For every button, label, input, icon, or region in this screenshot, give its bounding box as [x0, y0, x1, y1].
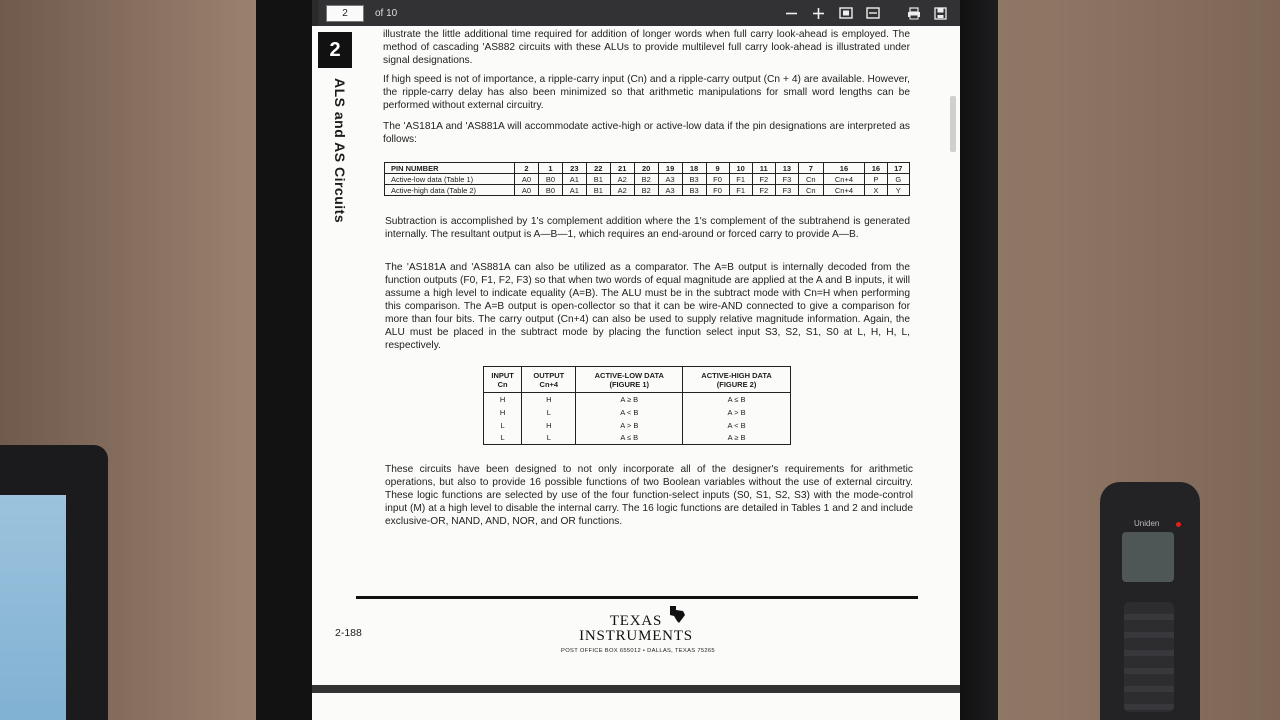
pin-table-cell: Cn+4 — [823, 174, 865, 185]
footer-rule — [356, 596, 918, 599]
pin-table-cell: A2 — [610, 185, 634, 196]
comparator-cell: A ≥ B — [683, 432, 791, 445]
texas-state-icon — [668, 604, 686, 624]
paragraph-logic-functions: These circuits have been designed to not only incorporate all of the designer's requirements for arithmetic operations, but also to provide 16 possible functions of two Boolean variables without the use of external circuitry. These logic functions are selected by use of the four function-select inputs (S0, S1, S2, S3) with the mode-control input (M) at a high level to disable the internal carry. The 16 logic functions are detailed in Tables 1 and 2 and include exclusive-OR, NAND, AND, NOR, and OR functions. — [385, 464, 913, 527]
pin-table-header-row — [385, 163, 910, 174]
pin-table-cell: B2 — [634, 185, 658, 196]
pin-table-cell: B1 — [586, 185, 610, 196]
pin-table-header-cell: 16 — [865, 163, 887, 174]
pin-table-cell: F1 — [729, 174, 752, 185]
comparator-cell: H — [522, 393, 576, 406]
pin-table-cell: B3 — [682, 174, 706, 185]
comparator-cell: L — [484, 432, 522, 445]
comparator-header-cell: OUTPUT Cn+4 — [522, 367, 576, 393]
paragraph-active-data: The 'AS181A and 'AS881A will accommodate active-high or active-low data if the pin designations are interpreted as follows: — [383, 121, 910, 145]
fit-width-button[interactable] — [859, 2, 886, 24]
laptop — [0, 445, 108, 720]
page-number-input[interactable]: 2 — [326, 5, 364, 22]
comparator-row — [484, 393, 791, 406]
comparator-header-cell: ACTIVE-HIGH DATA (FIGURE 2) — [683, 367, 791, 393]
pin-table-cell: Cn — [798, 174, 823, 185]
zoom-out-button[interactable] — [778, 2, 805, 24]
pin-table-cell: B1 — [586, 174, 610, 185]
section-side-title: ALS and AS Circuits — [332, 78, 348, 224]
pin-table-header-cell: 2 — [515, 163, 539, 174]
pin-table-header-cell: PIN NUMBER — [385, 163, 515, 174]
comparator-table — [483, 366, 791, 445]
printer-icon — [907, 7, 921, 20]
phone-brand: Uniden — [1134, 519, 1160, 528]
pin-table-header-cell: 9 — [706, 163, 729, 174]
pin-table-header-cell: 18 — [682, 163, 706, 174]
paragraph-carry-lookahead: illustrate the little additional time required for addition of longer words when full carry look-ahead is employed. The method of cascading 'AS882 circuits with these ALUs to provide multilevel full carry look-ahead is illustrated under signal designations. — [383, 29, 910, 66]
document-page — [312, 26, 960, 686]
phone-keypad — [1124, 602, 1174, 712]
paragraph-subtraction: Subtraction is accomplished by 1's complement addition where the 1's complement of the subtrahend is generated internally. The resultant output is A—B—1, which requires an end-around or forced carry to provide A—B. — [385, 216, 910, 240]
paragraph-ripple-carry: If high speed is not of importance, a ripple-carry input (Cn) and a ripple-carry output (Cn + 4) are available. However, the ripple-carry delay has also been minimized so that arithmetic manipulations for small word lengths can be performed without external circuitry. — [383, 74, 910, 111]
print-button[interactable] — [900, 2, 927, 24]
pin-table-row — [385, 174, 910, 185]
page-count-label: of 10 — [375, 7, 398, 19]
pin-table-cell: B0 — [538, 174, 562, 185]
comparator-cell: A < B — [683, 419, 791, 432]
comparator-row — [484, 432, 791, 445]
fit-page-button[interactable] — [832, 2, 859, 24]
fit-width-icon — [866, 7, 880, 19]
company-address: POST OFFICE BOX 655012 • DALLAS, TEXAS 75265 — [561, 648, 715, 654]
pin-table-cell: Cn — [798, 185, 823, 196]
pin-table-header-cell: 10 — [729, 163, 752, 174]
pin-table-cell: Cn+4 — [823, 185, 865, 196]
pin-table-cell: A1 — [562, 174, 586, 185]
pin-table-header-cell: 11 — [752, 163, 775, 174]
pin-table-header-cell: 17 — [887, 163, 909, 174]
pin-table-header-cell: 1 — [538, 163, 562, 174]
comparator-header-cell: INPUT Cn — [484, 367, 522, 393]
comparator-cell: L — [522, 406, 576, 419]
monitor-bezel-right — [958, 0, 998, 720]
minus-icon — [785, 7, 798, 20]
plus-icon — [812, 7, 825, 20]
pin-table-cell: A3 — [658, 174, 682, 185]
fit-page-icon — [839, 7, 853, 19]
pin-table-cell: F1 — [729, 185, 752, 196]
pin-table-cell: A0 — [515, 174, 539, 185]
comparator-cell: L — [484, 419, 522, 432]
pin-table-cell: G — [887, 174, 909, 185]
pin-table-header-cell: 19 — [658, 163, 682, 174]
pin-table-header-cell: 16 — [823, 163, 865, 174]
phone-led — [1176, 522, 1181, 527]
comparator-cell: A > B — [576, 419, 683, 432]
vertical-scrollbar-thumb[interactable] — [950, 96, 956, 152]
pin-table-cell: Y — [887, 185, 909, 196]
pin-table-header-cell: 7 — [798, 163, 823, 174]
pin-table-cell: A3 — [658, 185, 682, 196]
comparator-header-cell: ACTIVE-LOW DATA (FIGURE 1) — [576, 367, 683, 393]
pin-table-cell: F3 — [775, 174, 798, 185]
zoom-in-button[interactable] — [805, 2, 832, 24]
comparator-cell: L — [522, 432, 576, 445]
logo-line-instruments: INSTRUMENTS — [579, 628, 693, 644]
pin-table-cell: Active-low data (Table 1) — [385, 174, 515, 185]
comparator-header-row — [484, 367, 791, 393]
save-button[interactable] — [927, 2, 954, 24]
comparator-row — [484, 406, 791, 419]
pin-table-cell: B3 — [682, 185, 706, 196]
pin-table-cell: P — [865, 174, 887, 185]
pin-table-cell: A1 — [562, 185, 586, 196]
texas-instruments-logo — [578, 614, 694, 644]
pin-table-cell: F3 — [775, 185, 798, 196]
pin-table-cell: F2 — [752, 174, 775, 185]
comparator-cell: H — [484, 406, 522, 419]
cordless-phone — [1100, 482, 1200, 720]
comparator-cell: A > B — [683, 406, 791, 419]
comparator-cell: A ≤ B — [576, 432, 683, 445]
save-icon — [934, 7, 947, 20]
pin-table-header-cell: 23 — [562, 163, 586, 174]
pin-designation-table — [384, 162, 910, 196]
pin-table-cell: F0 — [706, 174, 729, 185]
pin-table-cell: A2 — [610, 174, 634, 185]
pin-table-header-cell: 20 — [634, 163, 658, 174]
comparator-cell: A ≤ B — [683, 393, 791, 406]
comparator-row — [484, 419, 791, 432]
comparator-cell: A < B — [576, 406, 683, 419]
phone-display — [1122, 532, 1174, 582]
page-number: 2-188 — [335, 627, 362, 639]
pin-table-cell: Active-high data (Table 2) — [385, 185, 515, 196]
page-separator — [312, 685, 960, 693]
pin-table-cell: B2 — [634, 174, 658, 185]
logo-line-texas: TEXAS — [609, 613, 663, 629]
pin-table-cell: F0 — [706, 185, 729, 196]
paragraph-comparator: The 'AS181A and 'AS881A can also be utilized as a comparator. The A=B output is internally decoded from the function outputs (F0, F1, F2, F3) so that when two words of equal magnitude are applied at the A and B inputs, it will assume a high level to indicate equality (A=B). The ALU must be in the subtract mode with Cn=H when performing this comparison. The A=B output is open-collector so that it can be wire-AND connected to give a comparison for more than four bits. The carry output (Cn+4) can also be used to supply relative magnitude information. Again, the ALU must be placed in the subtract mode by placing the function select input S3, S2, S1, S0 at L, H, H, L, respectively. — [385, 262, 910, 351]
section-number-tab: 2 — [318, 32, 352, 68]
comparator-cell: H — [484, 393, 522, 406]
pin-table-cell: F2 — [752, 185, 775, 196]
comparator-cell: A ≥ B — [576, 393, 683, 406]
laptop-screen — [0, 495, 66, 720]
pin-table-cell: B0 — [538, 185, 562, 196]
pin-table-header-cell: 21 — [610, 163, 634, 174]
next-page-preview — [312, 693, 960, 720]
pin-table-row — [385, 185, 910, 196]
pdf-toolbar — [318, 0, 960, 26]
pin-table-header-cell: 22 — [586, 163, 610, 174]
pin-table-header-cell: 13 — [775, 163, 798, 174]
pin-table-cell: X — [865, 185, 887, 196]
comparator-cell: H — [522, 419, 576, 432]
pin-table-cell: A0 — [515, 185, 539, 196]
